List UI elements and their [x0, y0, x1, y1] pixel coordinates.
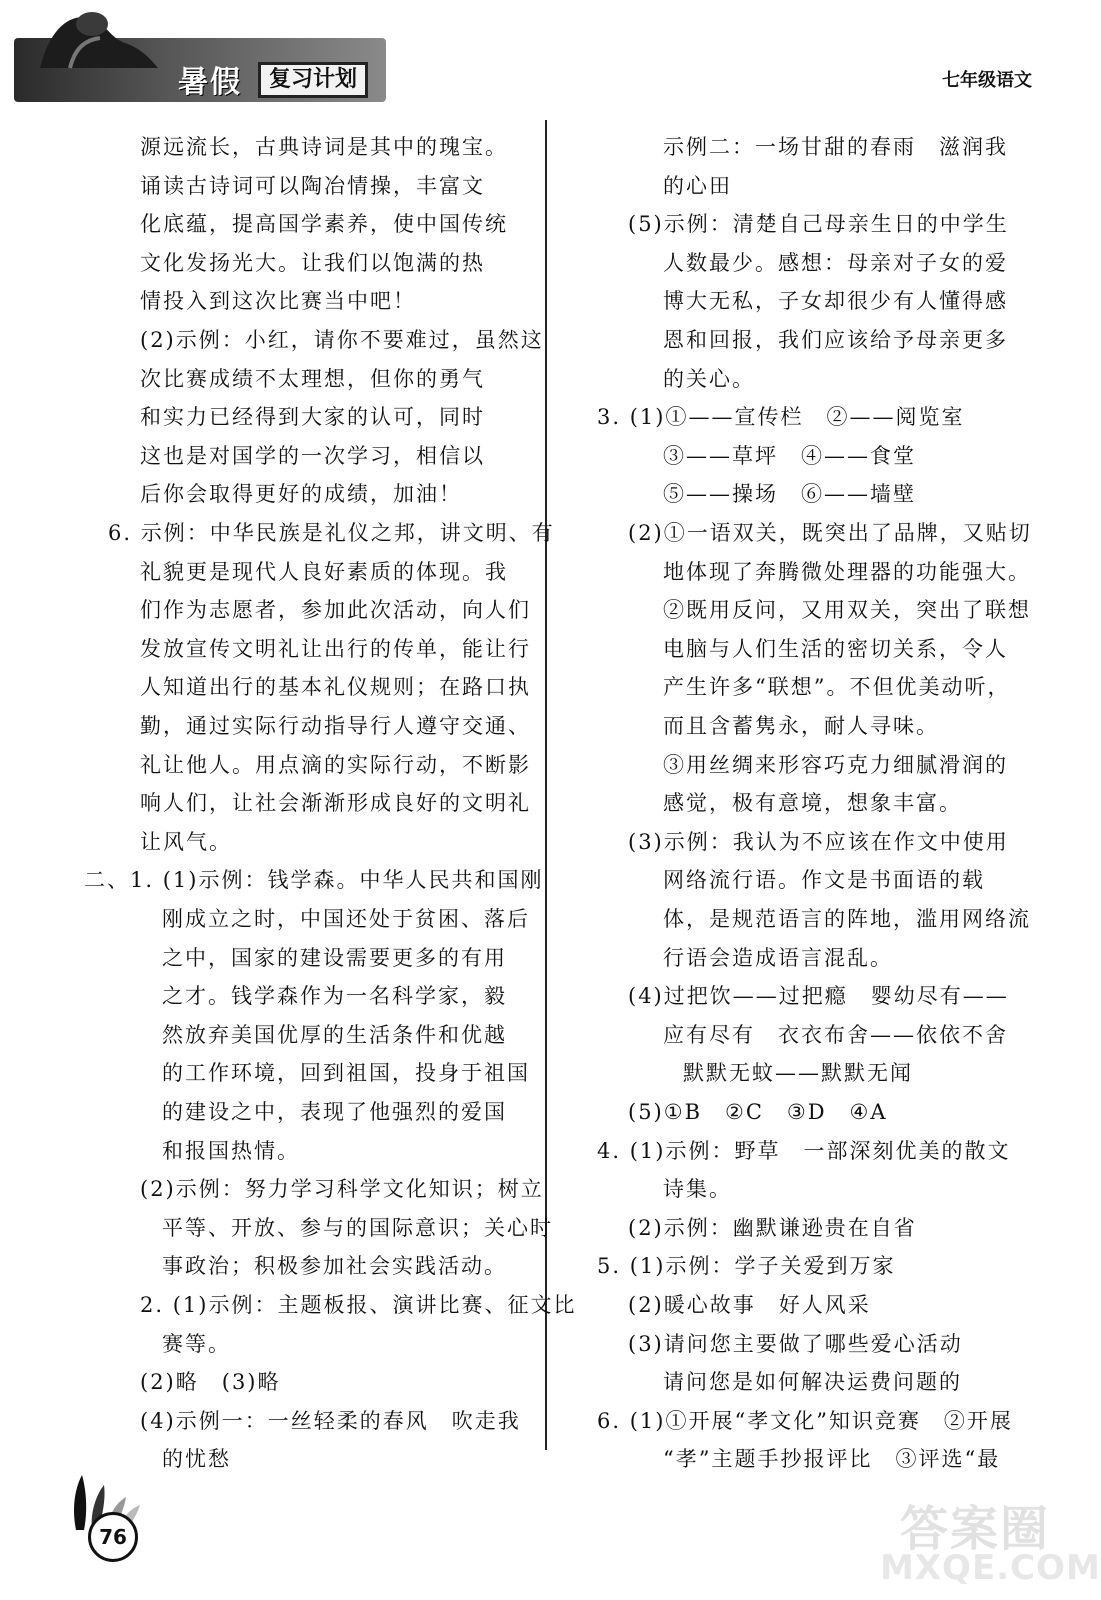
- text-line: 然放弃美国优厚的生活条件和优越: [162, 1022, 507, 1047]
- text-line: (2)示例：努力学习科学文化知识；树立: [140, 1177, 544, 1202]
- text-line: (2)暖心故事 好人风采: [628, 1293, 871, 1317]
- text-line: ③用丝绸来形容巧克力细腻滑润的: [663, 752, 1008, 777]
- text-line: 勤，通过实际行动指导行人遵守交通、: [140, 714, 531, 738]
- text-line: 4. (1)示例：野草 一部深刻优美的散文: [597, 1138, 1011, 1163]
- text-line: 的忧愁: [162, 1447, 231, 1472]
- text-line: “孝”主题手抄报评比 ③评选“最: [663, 1447, 1001, 1472]
- text-line: 化底蕴，提高国学素养，使中国传统: [140, 212, 508, 237]
- text-line: (5)示例：清楚自己母亲生日的中学生: [628, 212, 1009, 237]
- text-line: 人数最少。感想：母亲对子女的爱: [663, 250, 1008, 275]
- text-line: ③——草坪 ④——食堂: [663, 443, 916, 468]
- text-line: 事政治；积极参加社会实践活动。: [162, 1254, 507, 1279]
- text-line: 6. 示例：中华民族是礼仪之邦，讲文明、有: [108, 521, 555, 545]
- text-line: 二、1. (1)示例：钱学森。中华人民共和国刚: [84, 868, 544, 893]
- decorative-figure-icon: [30, 8, 160, 70]
- brand-subtitle: 复习计划: [258, 62, 368, 98]
- text-line: 感觉，极有意境，想象丰富。: [663, 791, 962, 816]
- text-line: 诵读古诗词可以陶冶情操，丰富文: [140, 173, 485, 198]
- text-line: (3)请问您主要做了哪些爱心活动: [628, 1331, 963, 1356]
- text-line: 让风气。: [140, 829, 232, 854]
- text-line: 平等、开放、参与的国际意识；关心时: [162, 1215, 553, 1240]
- text-line: 和实力已经得到大家的认可，同时: [140, 405, 485, 430]
- text-line: 们作为志愿者，参加此次活动，向人们: [140, 598, 531, 623]
- text-line: (4)过把饮——过把瘾 婴幼尽有——: [628, 984, 1009, 1009]
- text-line: (2)示例：小红，请你不要难过，虽然这: [140, 328, 544, 352]
- text-line: 后你会取得更好的成绩，加油！: [140, 482, 462, 507]
- text-line: 的关心。: [663, 366, 755, 391]
- text-line: 行语会造成语言混乱。: [663, 945, 893, 970]
- text-line: 赛等。: [162, 1331, 231, 1356]
- text-line: 3. (1)①——宣传栏 ②——阅览室: [597, 405, 965, 430]
- text-line: ②既用反问，又用双关，突出了联想: [663, 598, 1031, 623]
- text-line: 发放宣传文明礼让出行的传单，能让行: [140, 636, 531, 661]
- text-line: 5. (1)示例：学子关爱到万家: [597, 1254, 896, 1279]
- watermark-text: 答案圈: [899, 1501, 1050, 1557]
- grade-label: 七年级语文: [942, 70, 1032, 91]
- text-line: 礼让他人。用点滴的实际行动，不断影: [140, 752, 531, 777]
- text-line: 诗集。: [663, 1177, 732, 1202]
- text-line: (2)略 (3)略: [140, 1370, 281, 1395]
- text-line: 这也是对国学的一次学习，相信以: [140, 443, 485, 468]
- text-line: 情投入到这次比赛当中吧！: [140, 289, 416, 314]
- text-line: 和报国热情。: [162, 1138, 300, 1163]
- text-line: 地体现了奔腾微处理器的功能强大。: [663, 559, 1031, 584]
- text-line: 网络流行语。作文是书面语的载: [663, 868, 985, 893]
- column-divider: [545, 120, 547, 1450]
- text-line: 体，是规范语言的阵地，滥用网络流: [663, 907, 1031, 931]
- page-header: [0, 0, 1072, 120]
- watermark-url: MXQE.COM: [880, 1548, 1101, 1588]
- text-line: 的心田: [663, 173, 732, 198]
- text-line: 刚成立之时，中国还处于贫困、落后: [162, 907, 530, 931]
- text-line: 次比赛成绩不太理想，但你的勇气: [140, 366, 485, 391]
- text-line: 源远流长，古典诗词是其中的瑰宝。: [140, 135, 508, 159]
- text-line: (3)示例：我认为不应该在作文中使用: [628, 829, 1009, 854]
- text-line: 的工作环境，回到祖国，投身于祖国: [162, 1061, 530, 1086]
- text-line: 之才。钱学森作为一名科学家，毅: [162, 984, 507, 1009]
- text-line: 恩和回报，我们应该给予母亲更多: [663, 328, 1008, 352]
- text-line: 文化发扬光大。让我们以饱满的热: [140, 250, 485, 275]
- text-line: 人知道出行的基本礼仪规则；在路口执: [140, 675, 531, 700]
- text-line: 6. (1)①开展“孝文化”知识竞赛 ②开展: [597, 1408, 1013, 1433]
- text-line: 产生许多“联想”。不但优美动听，: [663, 675, 1011, 700]
- text-line: (2)示例：幽默谦逊贵在自省: [628, 1215, 917, 1240]
- text-line: 之中，国家的建设需要更多的有用: [162, 945, 507, 970]
- text-line: 应有尽有 衣衣布舍——依依不舍: [663, 1022, 1008, 1047]
- text-line: 响人们，让社会渐渐形成良好的文明礼: [140, 791, 531, 816]
- text-line: 电脑与人们生活的密切关系，令人: [663, 636, 1008, 661]
- text-line: (5)①B ②C ③D ④A: [628, 1100, 888, 1124]
- brand-title: 暑假: [178, 65, 242, 100]
- page-number: 76: [88, 1512, 138, 1562]
- text-line: 默默无蚊——默默无闻: [683, 1061, 913, 1086]
- text-line: (2)①一语双关，既突出了品牌，又贴切: [628, 521, 1032, 545]
- text-line: 博大无私，子女却很少有人懂得感: [663, 289, 1008, 314]
- text-line: 示例二：一场甘甜的春雨 滋润我: [663, 135, 1008, 159]
- text-line: 而且含蓄隽永，耐人寻味。: [663, 714, 939, 738]
- text-line: 的建设之中，表现了他强烈的爱国: [162, 1100, 507, 1124]
- text-line: ⑤——操场 ⑥——墙壁: [663, 482, 916, 507]
- text-line: 礼貌更是现代人良好素质的体现。我: [140, 559, 508, 584]
- text-line: 2. (1)示例：主题板报、演讲比赛、征文比: [140, 1293, 577, 1317]
- watermark: [880, 1490, 1101, 1595]
- text-line: (4)示例一：一丝轻柔的春风 吹走我: [140, 1408, 521, 1433]
- text-line: 请问您是如何解决运费问题的: [663, 1370, 962, 1395]
